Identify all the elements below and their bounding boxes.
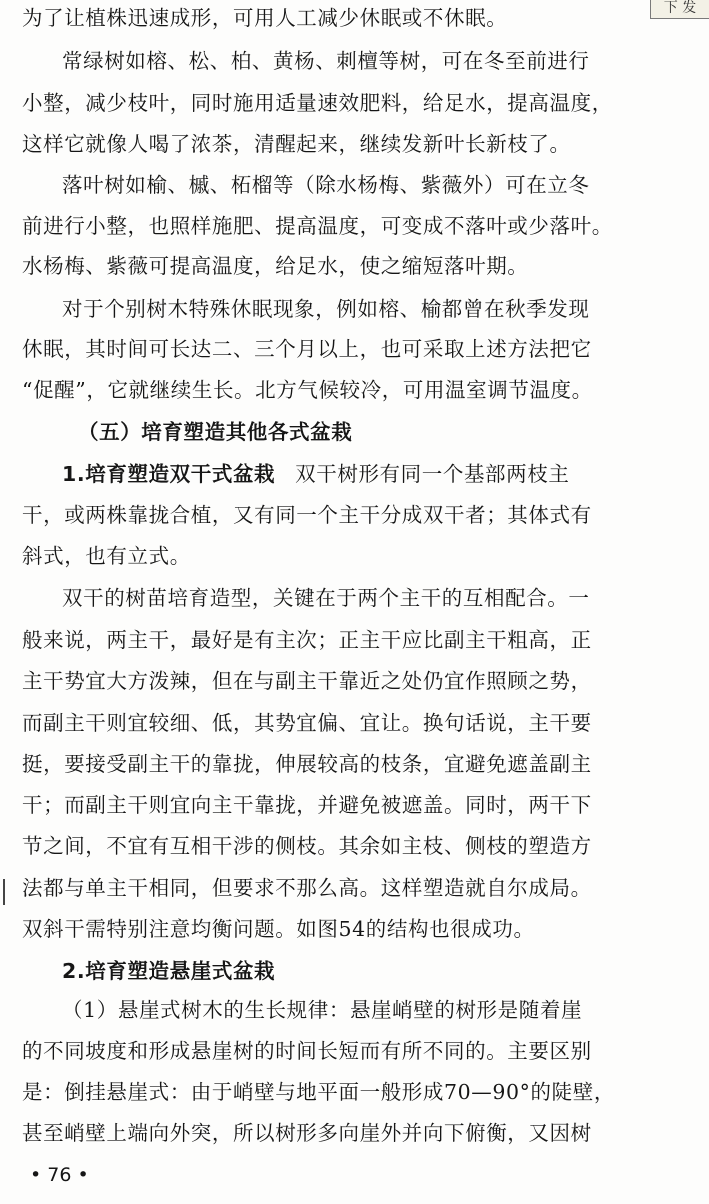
subsection-heading: 2.培育塑造悬崖式盆栽 bbox=[62, 958, 276, 983]
body-line: 对于个别树木特殊休眠现象，例如榕、榆都曾在秋季发现 bbox=[62, 296, 590, 321]
body-line: 斜式，也有立式。 bbox=[22, 543, 191, 568]
body-line: 节之间，不宜有互相干涉的侧枝。其余如主枝、侧枝的塑造方 bbox=[22, 834, 592, 859]
corner-tab-fragment: 下 发 bbox=[650, 0, 709, 19]
body-line: 是：倒挂悬崖式：由于峭壁与地平面一般形成70—90°的陡壁， bbox=[22, 1080, 615, 1105]
margin-mark bbox=[3, 879, 5, 905]
body-line: 而副主干则宜较细、低，其势宜偏、宜让。换句话说，主干要 bbox=[22, 710, 592, 735]
body-line: 干；而副主干则宜向主干靠拢，并避免被遮盖。同时，两干下 bbox=[22, 793, 592, 818]
body-line: “促醒”，它就继续生长。北方气候较冷，可用温室调节温度。 bbox=[22, 378, 593, 403]
body-line bbox=[62, 461, 569, 487]
subsection-heading: 1.培育塑造双干式盆栽 bbox=[62, 461, 276, 486]
body-line: 为了让植株迅速成形，可用人工减少休眠或不休眠。 bbox=[22, 6, 508, 30]
body-text: 双干树形有同一个基部两枝主 bbox=[295, 461, 570, 486]
body-line: 法都与单主干相同，但要求不那么高。这样塑造就自尔成局。 bbox=[22, 875, 592, 900]
body-line: 休眠，其时间可长达二、三个月以上，也可采取上述方法把它 bbox=[22, 336, 592, 361]
body-line: 干，或两株靠拢合植，又有同一个主干分成双干者；其体式有 bbox=[22, 502, 592, 527]
body-line: 双干的树苗培育造型，关键在于两个主干的互相配合。一 bbox=[62, 586, 590, 611]
body-line: 常绿树如榕、松、柏、黄杨、刺檀等树，可在冬至前进行 bbox=[62, 48, 590, 73]
body-line: 主干势宜大方泼辣，但在与副主干靠近之处仍宜作照顾之势， bbox=[22, 668, 592, 693]
body-line: （1）悬崖式树木的生长规律：悬崖峭壁的树形是随着崖 bbox=[62, 998, 583, 1023]
body-line: 般来说，两主干，最好是有主次；正主干应比副主干粗高，正 bbox=[22, 628, 592, 652]
body-line: 双斜干需特别注意均衡问题。如图54的结构也很成功。 bbox=[22, 916, 535, 941]
body-line: 落叶树如榆、槭、柘榴等（除水杨梅、紫薇外）可在立冬 bbox=[62, 173, 590, 198]
body-line: 前进行小整，也照样施肥、提高温度，可变成不落叶或少落叶。 bbox=[22, 213, 613, 238]
body-line: 挺，要接受副主干的靠拢，伸展较高的枝条，宜避免遮盖副主 bbox=[22, 751, 592, 776]
body-line: 这样它就像人喝了浓茶，清醒起来，继续发新叶长新枝了。 bbox=[22, 132, 571, 157]
body-line: 的不同坡度和形成悬崖树的时间长短而有所不同的。主要区别 bbox=[22, 1039, 592, 1064]
page-number: • 76 • bbox=[30, 1164, 89, 1186]
body-line: 水杨梅、紫薇可提高温度，给足水，使之缩短落叶期。 bbox=[22, 253, 529, 278]
section-heading: （五）培育塑造其他各式盆栽 bbox=[78, 420, 353, 444]
body-line: 小整，减少枝叶，同时施用适量速效肥料，给足水，提高温度， bbox=[22, 91, 613, 116]
body-line: 甚至峭壁上端向外突，所以树形多向崖外并向下俯衡，又因树 bbox=[22, 1121, 592, 1145]
